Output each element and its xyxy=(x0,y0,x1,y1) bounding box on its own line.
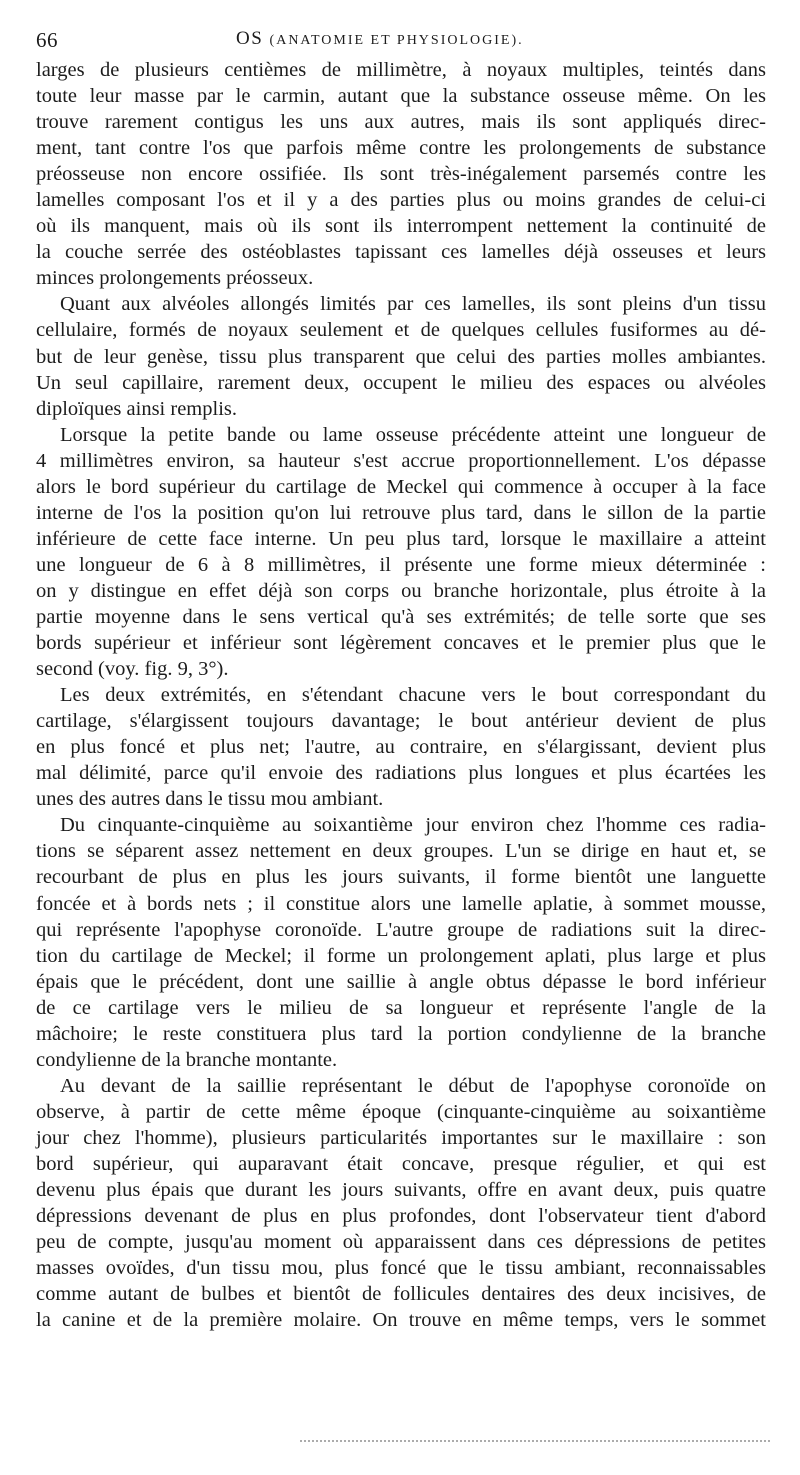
text-line: tions se séparent assez nettement en deux groupes. L'un se dirige en haut et, se xyxy=(36,840,766,863)
text-line: comme autant de bulbes et bientôt de follicules dentaires des deux incisives, de xyxy=(36,1283,766,1306)
text-line: 4 millimètres environ, sa hauteur s'est accrue proportionnellement. L'os dépasse xyxy=(36,449,766,472)
text-line: mal délimité, parce qu'il envoie des radiations plus longues et plus écartées les xyxy=(36,762,766,785)
text-line: cellulaire, formés de noyaux seulement et de quelques cellules fusiformes au dé- xyxy=(36,319,766,342)
text-line: en plus foncé et plus net; l'autre, au contraire, en s'élargissant, devient plus xyxy=(36,736,766,759)
paragraph-start-line: Du cinquante-cinquième au soixantième jour environ chez l'homme ces radia- xyxy=(60,814,766,837)
text-line: toute leur masse par le carmin, autant que la substance osseuse même. On les xyxy=(36,85,766,108)
text-line: qui représente l'apophyse coronoïde. L'autre groupe de radiations suit la direc- xyxy=(36,918,766,941)
text-line: la couche serrée des ostéoblastes tapissant ces lamelles déjà osseuses et leurs xyxy=(36,241,766,264)
text-line: recourbant de plus en plus les jours suivants, il forme bientôt une languette xyxy=(36,866,766,889)
paragraph-start-line: Quant aux alvéoles allongés limités par ces lamelles, ils sont pleins d'un tissu xyxy=(60,293,766,316)
text-line: lamelles composant l'os et il y a des parties plus ou moins grandes de celui-ci xyxy=(36,189,766,212)
text-line: but de leur genèse, tissu plus transparent que celui des parties molles ambiantes. xyxy=(36,345,766,368)
page-header xyxy=(36,20,766,60)
text-line: trouve rarement contigus les uns aux autres, mais ils sont appliqués direc- xyxy=(36,111,766,134)
text-line: unes des autres dans le tissu mou ambiant. xyxy=(36,788,384,811)
text-line: second (voy. fig. 9, 3°). xyxy=(36,658,229,681)
text-line: interne de l'os la position qu'on lui retrouve plus tard, dans le sillon de la partie xyxy=(36,501,766,524)
running-head-subtitle: (ANATOMIE ET PHYSIOLOGIE). xyxy=(269,33,524,48)
text-line: peu de compte, jusqu'au moment où apparaissent dans ces dépressions de petites xyxy=(36,1231,766,1254)
text-line: mâchoire; le reste constituera plus tard la portion condylienne de la branche xyxy=(36,1022,766,1045)
text-line: larges de plusieurs centièmes de millimètre, à noyaux multiples, teintés dans xyxy=(36,59,766,81)
paragraph-start-line: Les deux extrémités, en s'étendant chacune vers le bout correspondant du xyxy=(60,684,766,707)
body-text xyxy=(36,57,766,1333)
text-line: une longueur de 6 à 8 millimètres, il présente une forme mieux déterminée : xyxy=(36,553,766,576)
text-line: devenu plus épais que durant les jours suivants, offre en avant deux, puis quatre xyxy=(36,1179,766,1202)
text-line: cartilage, s'élargissent toujours davantage; le bout antérieur devient de plus xyxy=(36,710,766,733)
text-line: bord supérieur, qui auparavant était concave, presque régulier, et qui est xyxy=(36,1152,766,1175)
text-line: partie moyenne dans le sens vertical qu'à ses extrémités; de telle sorte que ses xyxy=(36,605,766,628)
text-line: diploïques ainsi remplis. xyxy=(36,397,237,420)
text-line: condylienne de la branche montante. xyxy=(36,1048,338,1071)
text-line: épais que le précédent, dont une saillie à angle obtus dépasse le bord inférieur xyxy=(36,970,766,993)
text-line: de ce cartilage vers le milieu de sa longueur et représente l'angle de la xyxy=(36,996,766,1019)
text-line: jour chez l'homme), plusieurs particularités importantes sur le maxillaire : son xyxy=(36,1126,766,1149)
text-line: ment, tant contre l'os que parfois même contre les prolongements de substance xyxy=(36,137,766,160)
text-line: où ils manquent, mais où ils sont ils interrompent nettement la continuité de xyxy=(36,215,766,238)
text-line: bords supérieur et inférieur sont légèrement concaves et le premier plus que le xyxy=(36,632,766,655)
text-line: foncée et à bords nets ; il constitue alors une lamelle aplatie, à sommet mousse, xyxy=(36,892,766,915)
text-line: minces prolongements préosseux. xyxy=(36,267,314,290)
text-line: masses ovoïdes, d'un tissu mou, plus foncé que le tissu ambiant, reconnaissables xyxy=(36,1257,766,1280)
text-line: préosseuse non encore ossifiée. Ils sont très-inégalement parsemés contre les xyxy=(36,163,766,186)
text-line: la canine et de la première molaire. On trouve en même temps, vers le sommet xyxy=(36,1309,766,1332)
text-line: dépressions devenant de plus en plus profondes, dont l'observateur tient d'abord xyxy=(36,1205,766,1228)
text-line: inférieure de cette face interne. Un peu plus tard, lorsque le maxillaire a atteint xyxy=(36,527,766,550)
footer-dotted-rule xyxy=(300,1440,770,1448)
text-line: alors le bord supérieur du cartilage de Meckel qui commence à occuper à la face xyxy=(36,475,766,498)
page-number: 66 xyxy=(36,28,58,52)
text-line: observe, à partir de cette même époque (cinquante-cinquième au soixantième xyxy=(36,1100,766,1123)
paragraph-start-line: Lorsque la petite bande ou lame osseuse précédente atteint une longueur de xyxy=(60,423,766,446)
running-head xyxy=(236,28,524,50)
running-head-title: OS xyxy=(236,28,264,49)
paragraph-start-line: Au devant de la saillie représentant le début de l'apophyse coronoïde on xyxy=(60,1074,766,1097)
text-line: Un seul capillaire, rarement deux, occupent le milieu des espaces ou alvéoles xyxy=(36,371,766,394)
text-line: on y distingue en effet déjà son corps ou branche horizontale, plus étroite à la xyxy=(36,579,766,602)
text-line: tion du cartilage de Meckel; il forme un prolongement aplati, plus large et plus xyxy=(36,944,766,967)
